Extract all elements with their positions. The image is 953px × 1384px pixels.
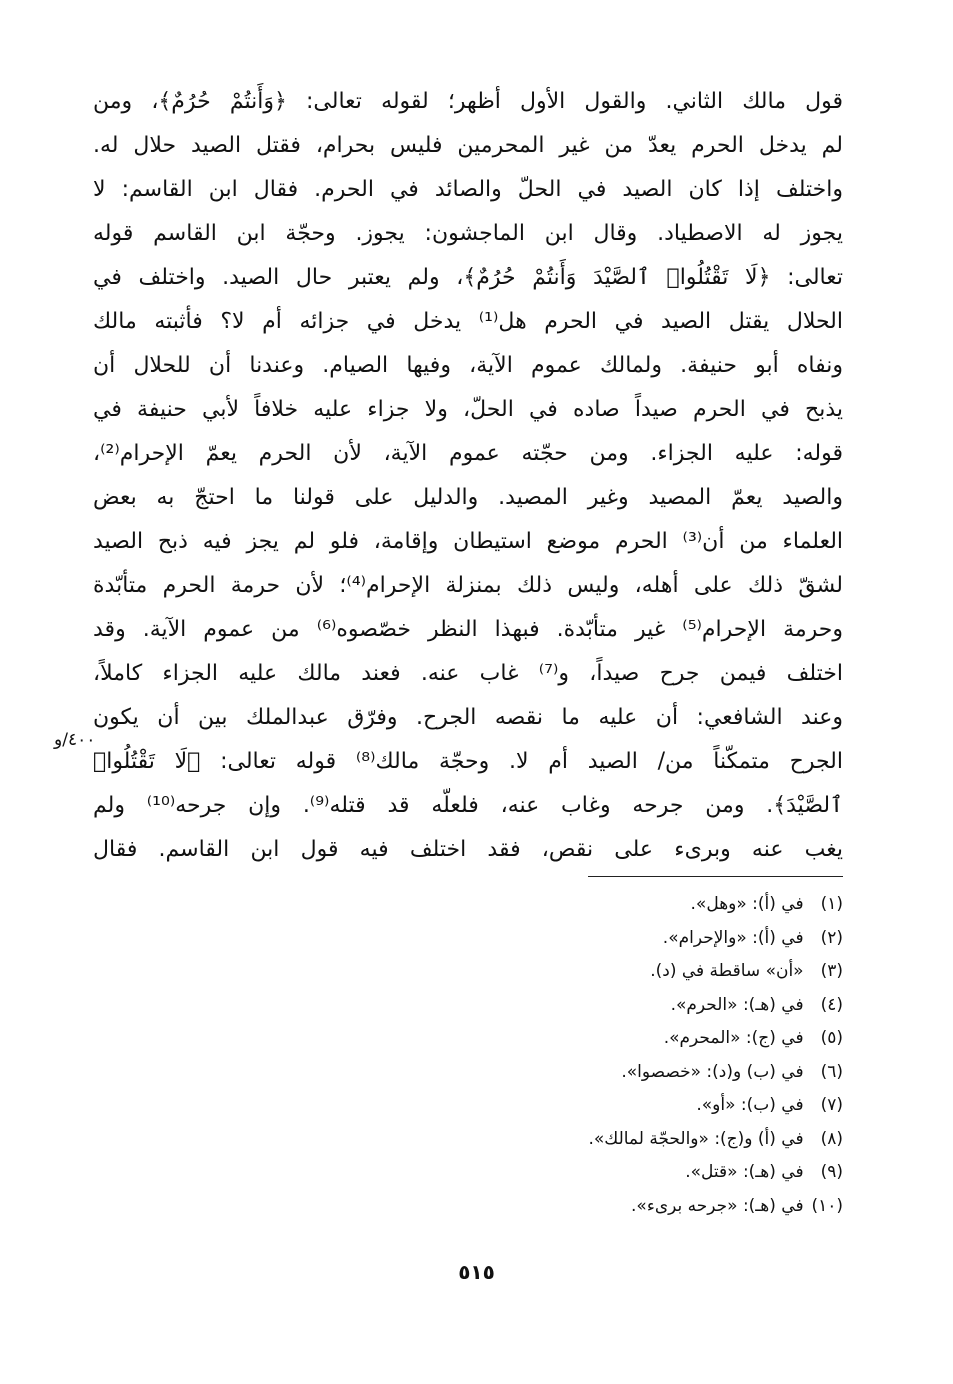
footnote-number: (٩) [820, 1162, 843, 1182]
text-line: قول مالك الثاني. والقول الأول أظهر؛ لقوله تعالى: ﴿وَأَنتُمْ حُرُمٌ﴾، ومن [93, 89, 843, 114]
text-line: تعالى: ﴿لَا تَقْتُلُوا۟ ٱلصَّيْدَ وَأَنتُمْ حُرُمٌ﴾، ولم يعتبر حال الصيد. واختلف في [93, 265, 843, 290]
footnote-text: في (هـ): «جرحه برىء». [631, 1195, 804, 1216]
footnote-number: (٧) [820, 1095, 843, 1115]
text-line: اختلف فيمن جرح صيداً، و⁽⁷⁾ غاب عنه. فعند مالك عليه الجزاء كاملاً، [93, 661, 843, 686]
text-line: يذبح في الحرم صيداً صاده في الحلّ، ولا جزاء عليه خلافاً لأبي حنيفة في [93, 397, 843, 422]
text-line: الجرح متمكّناً من/ الصيد أم لا. وحجّة مالك⁽⁸⁾ قوله تعالى: ﴿لَا تَقْتُلُوا۟ [93, 749, 843, 774]
text-line: لشقّ ذلك على أهله، وليس ذلك بمنزلة الإحرام⁽⁴⁾؛ لأن حرمة الحرم متأبّدة [93, 573, 843, 598]
footnote-separator [588, 876, 843, 877]
text-line: العلماء من أن⁽³⁾ الحرم موضع استيطان وإقامة، فلو لم يجز فيه ذبح الصيد [93, 529, 843, 554]
text-line: لم يدخل الحرم يعدّ من غير المحرمين فليس بحرام، فقتل الصيد حلال له. [93, 133, 843, 158]
footnote-text: في (أ): «والإحرام». [662, 927, 804, 948]
footnote-item [343, 1123, 843, 1157]
page-number: ٥١٥ [458, 1260, 495, 1284]
text-line: يغب عنه وبرىء على نقص، فقد اختلف فيه قول ابن القاسم. فقال [93, 837, 843, 862]
footnote-number: (٨) [820, 1128, 843, 1149]
footnote-number: (٢) [820, 927, 843, 948]
footnote-number: (١٠) [811, 1195, 843, 1216]
footnote-item [343, 989, 843, 1023]
text-line: الحلال يقتل الصيد في الحرم هل⁽¹⁾ يدخل في جزائه أم لا؟ فأثبته مالك [93, 309, 843, 334]
footnote-item [343, 1089, 843, 1123]
footnote-item [343, 888, 843, 922]
text-line: واختلف إذا كان الصيد في الحلّ والصائد في الحرم. فقال ابن القاسم: لا [93, 177, 843, 202]
text-line: ونفاه أبو حنيفة. ولمالك عموم الآية، وفيها الصيام. وعندنا أن للحلال أن [93, 353, 843, 378]
text-line: ٱلصَّيْدَ﴾. ومن جرحه وغاب عنه، فلعلّه قد قتله⁽⁹⁾. وإن جرحه⁽¹⁰⁾ ولم [93, 793, 843, 818]
footnote-text: في (أ): «وهل». [690, 894, 804, 914]
footnote-item [343, 1056, 843, 1090]
text-line: وعند الشافعي: أن عليه ما نقصه الجرح. وفرّق عبدالملك بين أن يكون [93, 705, 843, 730]
margin-folio-note: ٤٠٠/و [54, 730, 96, 750]
footnote-text: في (ب) و(د): «خصصوا». [621, 1061, 804, 1082]
footnote-text: في (ب): «أو». [696, 1095, 804, 1115]
footnote-number: (٦) [820, 1061, 843, 1082]
text-line: قوله: عليه الجزاء. ومن حجّته عموم الآية، لأن الحرم يعمّ الإحرام⁽²⁾، [93, 441, 843, 466]
footnote-text: «أن» ساقطة في (د). [650, 961, 804, 981]
main-text-block [93, 80, 843, 872]
footnote-text: في (هـ): «الحرم». [670, 994, 804, 1015]
footnote-item [343, 922, 843, 956]
text-line: وحرمة الإحرام⁽⁵⁾ غير متأبّدة. فبهذا النظر خصّصوه⁽⁶⁾ من عموم الآية. وقد [93, 617, 843, 642]
footnote-number: (٣) [820, 961, 843, 981]
footnote-item [343, 1022, 843, 1056]
footnote-item [343, 1156, 843, 1190]
footnote-text: في (هـ): «قتل». [685, 1162, 804, 1182]
footnote-number: (٥) [820, 1028, 843, 1048]
footnote-text: في (أ) و(ج): «والحجّة لمالك». [588, 1128, 804, 1149]
footnote-number: (١) [820, 894, 843, 914]
footnote-text: في (ج): «المحرم». [663, 1028, 804, 1048]
footnote-number: (٤) [820, 994, 843, 1015]
footnote-item [343, 1190, 843, 1224]
footnotes-list [343, 888, 843, 1223]
text-line: والصيد يعمّ المصيد وغير المصيد. والدليل على قولنا ما احتجّ به بعض [93, 485, 843, 510]
footnote-item [343, 955, 843, 989]
text-line: يجوز له الاصطياد. وقال ابن الماجشون: يجوز. وحجّة ابن القاسم قوله [93, 221, 843, 246]
